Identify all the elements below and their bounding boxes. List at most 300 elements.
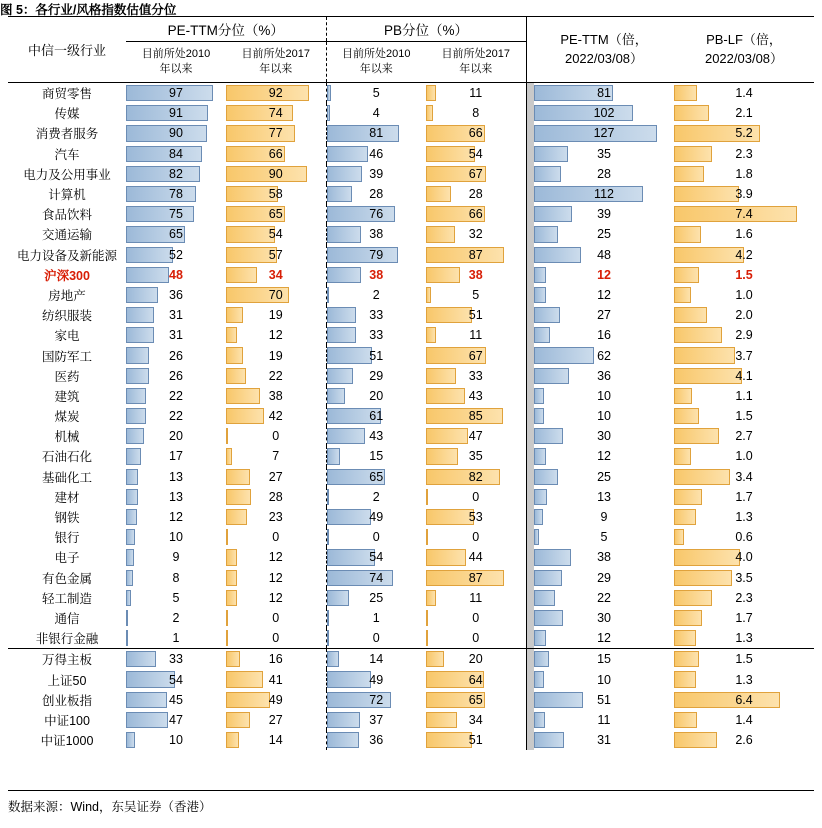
bar-value: 13 (597, 489, 611, 504)
bar-cell-pb-abs (674, 103, 814, 123)
bar-value: 39 (597, 207, 611, 222)
table-row (8, 649, 814, 670)
bar-cell-pb-abs (674, 669, 814, 689)
bar-cell-pb-abs (674, 608, 814, 628)
header-sub-3: 目前所处2017 年以来 (426, 42, 526, 83)
bar-value: 30 (597, 610, 611, 625)
table-row (8, 426, 814, 446)
bar-value: 38 (597, 550, 611, 565)
bar-value: 4.1 (735, 368, 753, 383)
bar-cell (226, 547, 326, 567)
bar-value: 1.5 (735, 652, 753, 667)
bar-cell-pe-abs (534, 730, 674, 750)
bar-cell-pe-abs (534, 144, 674, 164)
row-label: 计算机 (48, 188, 86, 203)
bar-value: 65 (268, 207, 283, 222)
bar-value: 2.3 (735, 146, 753, 161)
bar-cell (226, 426, 326, 446)
header-spacer (526, 17, 534, 83)
bar-value: 44 (468, 550, 483, 565)
bar-cell (326, 83, 426, 104)
row-label: 电子 (54, 551, 80, 566)
bar-value: 2 (372, 287, 380, 302)
bar-cell (426, 83, 526, 104)
figure-title: 图 5：各行业/风格指数估值分位 (0, 3, 177, 16)
bar-value: 97 (169, 86, 183, 101)
bar-cell-pb-abs (674, 83, 814, 104)
header-group-pb-abs: PB-LF（倍， 2022/03/08） (674, 17, 814, 83)
bar-cell-pb-abs (674, 730, 814, 750)
bar-cell-pe-abs (534, 224, 674, 244)
bar-value: 82 (468, 469, 483, 484)
bar-value: 7 (272, 449, 280, 464)
bar-value: 52 (169, 247, 183, 262)
bar-cell (426, 366, 526, 386)
row-label: 创业板指 (41, 693, 92, 708)
bar-cell (226, 325, 326, 345)
row-label: 上证50 (47, 673, 87, 688)
bar-cell (226, 608, 326, 628)
column-spacer (526, 568, 534, 588)
bar-value: 20 (468, 652, 483, 667)
column-spacer (526, 204, 534, 224)
bar-value: 1.7 (735, 489, 753, 504)
bar-cell (326, 204, 426, 224)
source-rule (8, 790, 814, 791)
bar-cell-pe-abs (534, 568, 674, 588)
bar-cell-pb-abs (674, 547, 814, 567)
column-spacer (526, 164, 534, 184)
bar-value: 9 (600, 510, 608, 525)
bar-cell (326, 123, 426, 143)
bar-value: 10 (597, 409, 611, 424)
bar-cell (126, 710, 226, 730)
bar-cell (126, 245, 226, 265)
bar-cell (426, 710, 526, 730)
bar-cell-pe-abs (534, 305, 674, 325)
row-label: 传媒 (54, 107, 80, 122)
bar-value: 12 (268, 550, 283, 565)
row-label: 家电 (54, 329, 80, 344)
bar-cell-pb-abs (674, 446, 814, 466)
bar-cell (326, 305, 426, 325)
table-row (8, 527, 814, 547)
bar-cell (426, 426, 526, 446)
bar-cell (426, 123, 526, 143)
column-spacer (526, 366, 534, 386)
bar-value: 0 (272, 429, 280, 444)
column-spacer (526, 588, 534, 608)
bar-value: 66 (468, 126, 483, 141)
bar-value: 9 (172, 550, 180, 565)
bar-value: 39 (369, 166, 384, 181)
row-label: 钢铁 (54, 511, 80, 526)
bar-cell-pb-abs (674, 568, 814, 588)
bar-value: 12 (268, 570, 283, 585)
bar-value: 65 (169, 227, 183, 242)
bar-cell-pe-abs (534, 710, 674, 730)
bar-value: 72 (369, 692, 384, 707)
bar-cell-pb-abs (674, 245, 814, 265)
bar-value: 1 (372, 610, 380, 625)
bar-value: 4.2 (735, 247, 753, 262)
bar-cell (226, 164, 326, 184)
bar-value: 10 (597, 388, 611, 403)
bar-cell (326, 547, 426, 567)
bar-cell (126, 406, 226, 426)
bar-cell-pb-abs (674, 184, 814, 204)
bar-cell (126, 144, 226, 164)
row-label: 石油石化 (41, 450, 92, 465)
bar-value: 27 (268, 469, 283, 484)
bar-value: 0 (272, 530, 280, 545)
bar-cell (426, 628, 526, 648)
bar-cell (426, 487, 526, 507)
bar-value: 85 (468, 409, 483, 424)
bar-cell (126, 325, 226, 345)
bar-cell-pb-abs (674, 386, 814, 406)
bar-value: 14 (268, 733, 283, 748)
header-sub-2: 目前所处2010 年以来 (342, 48, 411, 75)
bar-cell (126, 366, 226, 386)
bar-value: 31 (597, 733, 611, 748)
table-row (8, 690, 814, 710)
table-row (8, 164, 814, 184)
header-group-pe-abs: PE-TTM（倍， 2022/03/08） (534, 17, 674, 83)
bar-cell (226, 123, 326, 143)
bar-cell-pb-abs (674, 649, 814, 670)
bar-cell-pb-abs (674, 690, 814, 710)
bar-value: 33 (369, 328, 384, 343)
column-spacer (526, 649, 534, 670)
bar-value: 13 (169, 489, 183, 504)
bar-value: 78 (169, 187, 183, 202)
bar-cell (226, 527, 326, 547)
bar-value: 74 (369, 570, 384, 585)
row-label: 汽车 (54, 147, 80, 162)
bar-value: 67 (468, 166, 483, 181)
header-industry: 中信一级行业 (8, 17, 126, 83)
bar-cell (326, 265, 426, 285)
bar-cell (226, 285, 326, 305)
bar-cell-pe-abs (534, 184, 674, 204)
bar-value: 1.5 (735, 267, 753, 282)
bar-cell-pe-abs (534, 690, 674, 710)
bar-value: 28 (468, 187, 483, 202)
column-spacer (526, 406, 534, 426)
table-row (8, 507, 814, 527)
row-label: 中证100 (44, 713, 90, 728)
bar-cell (226, 366, 326, 386)
bar-cell (426, 164, 526, 184)
bar-cell (126, 628, 226, 648)
bar-value: 33 (369, 308, 384, 323)
bar-cell (426, 406, 526, 426)
bar-cell (326, 345, 426, 365)
table-row (8, 285, 814, 305)
bar-cell (226, 144, 326, 164)
valuation-table-wrapper (8, 16, 814, 750)
bar-value: 0 (272, 631, 280, 646)
bar-value: 43 (369, 429, 384, 444)
bar-value: 70 (268, 287, 283, 302)
bar-cell (326, 406, 426, 426)
row-label: 电力及公用事业 (23, 167, 111, 182)
bar-value: 81 (597, 86, 611, 101)
bar-value: 65 (468, 692, 483, 707)
bar-value: 48 (597, 247, 611, 262)
bar-cell (226, 103, 326, 123)
bar-cell (126, 285, 226, 305)
table-row (8, 467, 814, 487)
bar-cell-pb-abs (674, 628, 814, 648)
row-label: 建材 (54, 490, 80, 505)
bar-cell (326, 386, 426, 406)
bar-cell (426, 730, 526, 750)
column-spacer (526, 325, 534, 345)
column-spacer (526, 487, 534, 507)
bar-cell (426, 527, 526, 547)
row-label: 万得主板 (41, 653, 92, 668)
bar-cell (226, 467, 326, 487)
bar-value: 15 (597, 652, 611, 667)
bar-value: 91 (169, 106, 183, 121)
column-spacer (526, 245, 534, 265)
header-sub-0: 目前所处2010 年以来 (141, 48, 211, 75)
bar-value: 2 (372, 489, 380, 504)
bar-value: 38 (268, 388, 283, 403)
bar-value: 27 (268, 712, 283, 727)
bar-value: 51 (369, 348, 384, 363)
bar-cell (126, 547, 226, 567)
bar-value: 33 (169, 652, 183, 667)
bar-value: 2.3 (735, 590, 753, 605)
bar-value: 76 (369, 207, 384, 222)
bar-cell (226, 710, 326, 730)
row-label: 房地产 (48, 288, 86, 303)
bar-cell-pe-abs (534, 507, 674, 527)
bar-cell (326, 245, 426, 265)
bar-cell (126, 204, 226, 224)
bar-value: 22 (169, 388, 183, 403)
bar-value: 0 (272, 610, 280, 625)
bar-value: 17 (169, 449, 183, 464)
bar-value: 12 (169, 510, 183, 525)
bar-cell (426, 568, 526, 588)
bar-cell (426, 103, 526, 123)
bar-cell (426, 144, 526, 164)
bar-value: 127 (593, 126, 615, 141)
bar-cell-pb-abs (674, 507, 814, 527)
bar-cell-pe-abs (534, 406, 674, 426)
bar-value: 2.9 (735, 328, 753, 343)
bar-cell (126, 608, 226, 628)
table-row (8, 144, 814, 164)
bar-value: 61 (369, 409, 384, 424)
bar-cell-pe-abs (534, 588, 674, 608)
table-row (8, 224, 814, 244)
column-spacer (526, 730, 534, 750)
table-row (8, 83, 814, 104)
bar-value: 82 (169, 166, 183, 181)
bar-cell (126, 730, 226, 750)
bar-value: 1.3 (735, 510, 753, 525)
source-note: 数据来源：Wind，东吴证券（香港） (8, 800, 212, 814)
table-row (8, 245, 814, 265)
bar-value: 51 (468, 733, 483, 748)
bar-value: 57 (268, 247, 283, 262)
bar-value: 14 (369, 652, 384, 667)
bar-cell (326, 144, 426, 164)
bar-cell (226, 568, 326, 588)
bar-value: 90 (268, 166, 283, 181)
bar-cell-pe-abs (534, 103, 674, 123)
bar-cell (126, 649, 226, 670)
bar-value: 1.8 (735, 166, 753, 181)
bar-value: 0 (372, 530, 380, 545)
bar-cell-pb-abs (674, 285, 814, 305)
bar-value: 11 (469, 590, 483, 605)
bar-cell (426, 285, 526, 305)
bar-cell (126, 123, 226, 143)
column-spacer (526, 83, 534, 104)
bar-cell (426, 245, 526, 265)
bar-cell (426, 446, 526, 466)
column-spacer (526, 527, 534, 547)
column-spacer (526, 608, 534, 628)
bar-cell-pb-abs (674, 527, 814, 547)
bar-cell (426, 669, 526, 689)
bar-value: 15 (369, 449, 384, 464)
bar-cell-pb-abs (674, 487, 814, 507)
bar-value: 12 (268, 590, 283, 605)
bar-value: 1.4 (735, 712, 753, 727)
bar-cell (326, 224, 426, 244)
table-row (8, 265, 814, 285)
bar-value: 74 (268, 106, 283, 121)
bar-cell-pe-abs (534, 204, 674, 224)
bar-value: 26 (169, 348, 183, 363)
bar-cell-pe-abs (534, 426, 674, 446)
bar-cell-pe-abs (534, 527, 674, 547)
bar-cell (326, 690, 426, 710)
bar-value: 79 (369, 247, 384, 262)
bar-value: 0 (472, 631, 480, 646)
bar-cell (226, 345, 326, 365)
bar-cell-pe-abs (534, 547, 674, 567)
bar-value: 6.4 (735, 692, 753, 707)
bar-value: 1.0 (735, 449, 753, 464)
bar-cell-pe-abs (534, 649, 674, 670)
bar-value: 1.1 (735, 388, 753, 403)
bar-cell-pe-abs (534, 386, 674, 406)
column-spacer (526, 446, 534, 466)
bar-value: 3.5 (735, 570, 753, 585)
row-label: 消费者服务 (35, 127, 99, 142)
column-spacer (526, 345, 534, 365)
bar-cell-pb-abs (674, 123, 814, 143)
bar-value: 1.6 (735, 227, 753, 242)
column-spacer (526, 224, 534, 244)
bar-value: 1.5 (735, 409, 753, 424)
bar-cell (126, 184, 226, 204)
row-label: 沪深300 (44, 268, 90, 283)
bar-value: 84 (169, 146, 183, 161)
bar-cell (326, 467, 426, 487)
bar-value: 47 (169, 712, 183, 727)
bar-cell (426, 547, 526, 567)
bar-value: 25 (597, 469, 611, 484)
bar-cell (226, 224, 326, 244)
bar-value: 30 (597, 429, 611, 444)
bar-value: 28 (369, 187, 384, 202)
bar-value: 43 (468, 388, 483, 403)
bar-cell (226, 446, 326, 466)
column-spacer (526, 669, 534, 689)
row-label: 电力设备及新能源 (16, 248, 117, 263)
bar-value: 0 (472, 530, 480, 545)
bar-value: 5.2 (735, 126, 753, 141)
bar-value: 37 (369, 712, 384, 727)
bar-value: 42 (268, 409, 283, 424)
bar-value: 3.9 (735, 187, 753, 202)
header-group-pb-pct: PB分位（%） (326, 17, 526, 42)
bar-value: 35 (468, 449, 483, 464)
bar-cell (426, 184, 526, 204)
table-row (8, 568, 814, 588)
bar-value: 46 (369, 146, 384, 161)
bar-cell (326, 649, 426, 670)
bar-value: 13 (169, 469, 183, 484)
column-spacer (526, 690, 534, 710)
bar-value: 34 (468, 712, 483, 727)
bar-cell (226, 669, 326, 689)
column-spacer (526, 386, 534, 406)
table-row (8, 628, 814, 648)
table-row (8, 588, 814, 608)
bar-cell-pe-abs (534, 265, 674, 285)
bar-cell-pe-abs (534, 164, 674, 184)
bar-cell (326, 325, 426, 345)
bar-cell (326, 507, 426, 527)
bar-cell-pe-abs (534, 628, 674, 648)
bar-value: 81 (369, 126, 384, 141)
bar-cell (226, 588, 326, 608)
bar-cell-pb-abs (674, 366, 814, 386)
bar-value: 2.6 (735, 733, 753, 748)
bar-value: 12 (597, 449, 611, 464)
bar-cell (226, 406, 326, 426)
bar-value: 102 (593, 106, 615, 121)
column-spacer (526, 628, 534, 648)
bar-cell (326, 285, 426, 305)
bar-cell-pe-abs (534, 669, 674, 689)
bar-cell-pb-abs (674, 406, 814, 426)
row-label: 机械 (54, 430, 80, 445)
row-label: 非银行金融 (35, 632, 99, 647)
bar-cell-pe-abs (534, 83, 674, 104)
bar-value: 4 (372, 106, 380, 121)
bar-cell (126, 426, 226, 446)
bar-value: 45 (169, 692, 183, 707)
bar-value: 2.0 (735, 308, 753, 323)
bar-value: 29 (597, 570, 611, 585)
row-label: 轻工制造 (41, 591, 92, 606)
bar-cell (226, 649, 326, 670)
column-spacer (526, 144, 534, 164)
bar-value: 8 (172, 570, 180, 585)
bar-value: 12 (268, 328, 283, 343)
